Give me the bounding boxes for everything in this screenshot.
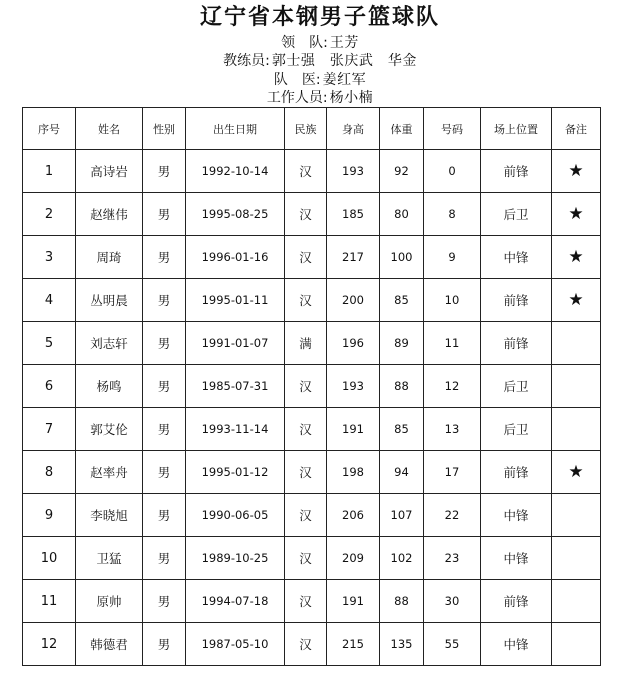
cell-birthdate: 1996-01-16	[186, 236, 285, 279]
cell-position: 后卫	[481, 408, 552, 451]
remarks-cell	[552, 623, 601, 666]
cell-weight: 80	[380, 193, 424, 236]
cell-name: 杨鸣	[76, 365, 143, 408]
cell-position: 前锋	[481, 322, 552, 365]
cell-weight: 135	[380, 623, 424, 666]
remarks-cell	[552, 322, 601, 365]
cell-jersey-number: 8	[424, 193, 481, 236]
cell-weight: 89	[380, 322, 424, 365]
cell-jersey-number: 17	[424, 451, 481, 494]
cell-jersey-number: 55	[424, 623, 481, 666]
cell-birthdate: 1990-06-05	[186, 494, 285, 537]
cell-jersey-number: 11	[424, 322, 481, 365]
cell-index: 8	[23, 451, 76, 494]
cell-birthdate: 1987-05-10	[186, 623, 285, 666]
table-row	[23, 580, 601, 623]
cell-height: 206	[327, 494, 380, 537]
cell-height: 193	[327, 365, 380, 408]
team-doctor-line	[0, 71, 640, 89]
cell-birthdate: 1995-01-11	[186, 279, 285, 322]
cell-position: 前锋	[481, 451, 552, 494]
table-row	[23, 322, 601, 365]
cell-ethnicity: 汉	[285, 236, 327, 279]
cell-gender: 男	[143, 580, 186, 623]
table-row	[23, 451, 601, 494]
table-row	[23, 193, 601, 236]
staff-workers-value: 杨小楠	[329, 90, 374, 106]
cell-position: 中锋	[481, 494, 552, 537]
cell-ethnicity: 汉	[285, 580, 327, 623]
cell-jersey-number: 0	[424, 150, 481, 193]
cell-gender: 男	[143, 537, 186, 580]
cell-name: 赵继伟	[76, 193, 143, 236]
table-row	[23, 623, 601, 666]
header-jersey-number: 号码	[424, 108, 481, 150]
cell-height: 193	[327, 150, 380, 193]
cell-index: 4	[23, 279, 76, 322]
table-row	[23, 236, 601, 279]
table-header-row	[23, 108, 601, 150]
cell-weight: 107	[380, 494, 424, 537]
team-leader-value: 王芳	[329, 35, 359, 51]
remarks-cell	[552, 365, 601, 408]
cell-ethnicity: 汉	[285, 279, 327, 322]
team-leader-label: 领 队:	[281, 35, 328, 51]
cell-height: 198	[327, 451, 380, 494]
header-position: 场上位置	[481, 108, 552, 150]
header-weight: 体重	[380, 108, 424, 150]
star-icon: ★	[552, 193, 601, 236]
cell-weight: 85	[380, 279, 424, 322]
coaches-line	[0, 52, 640, 70]
star-icon: ★	[552, 451, 601, 494]
cell-weight: 102	[380, 537, 424, 580]
header-birthdate: 出生日期	[186, 108, 285, 150]
cell-position: 前锋	[481, 150, 552, 193]
cell-ethnicity: 汉	[285, 623, 327, 666]
cell-jersey-number: 13	[424, 408, 481, 451]
star-icon: ★	[552, 279, 601, 322]
cell-gender: 男	[143, 150, 186, 193]
remarks-cell	[552, 537, 601, 580]
remarks-cell	[552, 408, 601, 451]
cell-height: 200	[327, 279, 380, 322]
cell-jersey-number: 10	[424, 279, 481, 322]
cell-birthdate: 1994-07-18	[186, 580, 285, 623]
cell-name: 高诗岩	[76, 150, 143, 193]
team-doctor-label: 队 医:	[273, 72, 321, 88]
star-icon: ★	[552, 236, 601, 279]
cell-ethnicity: 汉	[285, 537, 327, 580]
cell-index: 6	[23, 365, 76, 408]
cell-ethnicity: 满	[285, 322, 327, 365]
team-doctor-value: 姜红军	[322, 72, 367, 88]
header-gender: 性别	[143, 108, 186, 150]
cell-position: 后卫	[481, 365, 552, 408]
cell-position: 前锋	[481, 279, 552, 322]
cell-name: 刘志轩	[76, 322, 143, 365]
cell-weight: 85	[380, 408, 424, 451]
cell-gender: 男	[143, 193, 186, 236]
cell-index: 2	[23, 193, 76, 236]
star-icon: ★	[552, 150, 601, 193]
cell-index: 10	[23, 537, 76, 580]
cell-name: 李晓旭	[76, 494, 143, 537]
cell-name: 周琦	[76, 236, 143, 279]
cell-name: 丛明晨	[76, 279, 143, 322]
cell-ethnicity: 汉	[285, 150, 327, 193]
cell-gender: 男	[143, 451, 186, 494]
cell-weight: 92	[380, 150, 424, 193]
cell-index: 7	[23, 408, 76, 451]
cell-index: 12	[23, 623, 76, 666]
cell-index: 9	[23, 494, 76, 537]
header-remarks: 备注	[552, 108, 601, 150]
header-ethnicity: 民族	[285, 108, 327, 150]
table-row	[23, 494, 601, 537]
cell-jersey-number: 12	[424, 365, 481, 408]
cell-gender: 男	[143, 494, 186, 537]
coaches-value: 郭士强 张庆武 华金	[271, 53, 417, 69]
cell-name: 韩德君	[76, 623, 143, 666]
cell-height: 209	[327, 537, 380, 580]
cell-height: 217	[327, 236, 380, 279]
cell-weight: 88	[380, 365, 424, 408]
cell-birthdate: 1991-01-07	[186, 322, 285, 365]
cell-position: 中锋	[481, 537, 552, 580]
cell-name: 赵率舟	[76, 451, 143, 494]
table-row	[23, 365, 601, 408]
cell-birthdate: 1989-10-25	[186, 537, 285, 580]
cell-jersey-number: 23	[424, 537, 481, 580]
cell-ethnicity: 汉	[285, 408, 327, 451]
coaches-label: 教练员:	[223, 53, 270, 69]
cell-height: 185	[327, 193, 380, 236]
cell-ethnicity: 汉	[285, 365, 327, 408]
cell-gender: 男	[143, 236, 186, 279]
cell-birthdate: 1992-10-14	[186, 150, 285, 193]
cell-index: 3	[23, 236, 76, 279]
cell-weight: 88	[380, 580, 424, 623]
cell-position: 中锋	[481, 623, 552, 666]
cell-birthdate: 1985-07-31	[186, 365, 285, 408]
cell-height: 191	[327, 408, 380, 451]
table-row	[23, 279, 601, 322]
cell-height: 196	[327, 322, 380, 365]
cell-gender: 男	[143, 365, 186, 408]
header-name: 姓名	[76, 108, 143, 150]
cell-position: 后卫	[481, 193, 552, 236]
table-row	[23, 408, 601, 451]
cell-gender: 男	[143, 279, 186, 322]
cell-index: 1	[23, 150, 76, 193]
staff-workers-line	[0, 89, 640, 107]
cell-jersey-number: 9	[424, 236, 481, 279]
table-row	[23, 537, 601, 580]
cell-birthdate: 1995-08-25	[186, 193, 285, 236]
cell-height: 215	[327, 623, 380, 666]
header-height: 身高	[327, 108, 380, 150]
cell-birthdate: 1993-11-14	[186, 408, 285, 451]
roster-table	[22, 107, 601, 666]
cell-name: 卫猛	[76, 537, 143, 580]
cell-ethnicity: 汉	[285, 451, 327, 494]
page-title: 辽宁省本钢男子篮球队	[199, 4, 440, 30]
table-row	[23, 150, 601, 193]
header-index: 序号	[23, 108, 76, 150]
cell-position: 前锋	[481, 580, 552, 623]
cell-jersey-number: 30	[424, 580, 481, 623]
cell-ethnicity: 汉	[285, 193, 327, 236]
team-leader-line	[0, 34, 640, 52]
cell-gender: 男	[143, 623, 186, 666]
cell-index: 5	[23, 322, 76, 365]
cell-jersey-number: 22	[424, 494, 481, 537]
cell-weight: 100	[380, 236, 424, 279]
cell-position: 中锋	[481, 236, 552, 279]
cell-birthdate: 1995-01-12	[186, 451, 285, 494]
cell-gender: 男	[143, 408, 186, 451]
cell-name: 郭艾伦	[76, 408, 143, 451]
cell-weight: 94	[380, 451, 424, 494]
remarks-cell	[552, 580, 601, 623]
remarks-cell	[552, 494, 601, 537]
staff-workers-label: 工作人员:	[266, 90, 328, 106]
cell-gender: 男	[143, 322, 186, 365]
cell-height: 191	[327, 580, 380, 623]
cell-name: 原帅	[76, 580, 143, 623]
cell-ethnicity: 汉	[285, 494, 327, 537]
cell-index: 11	[23, 580, 76, 623]
